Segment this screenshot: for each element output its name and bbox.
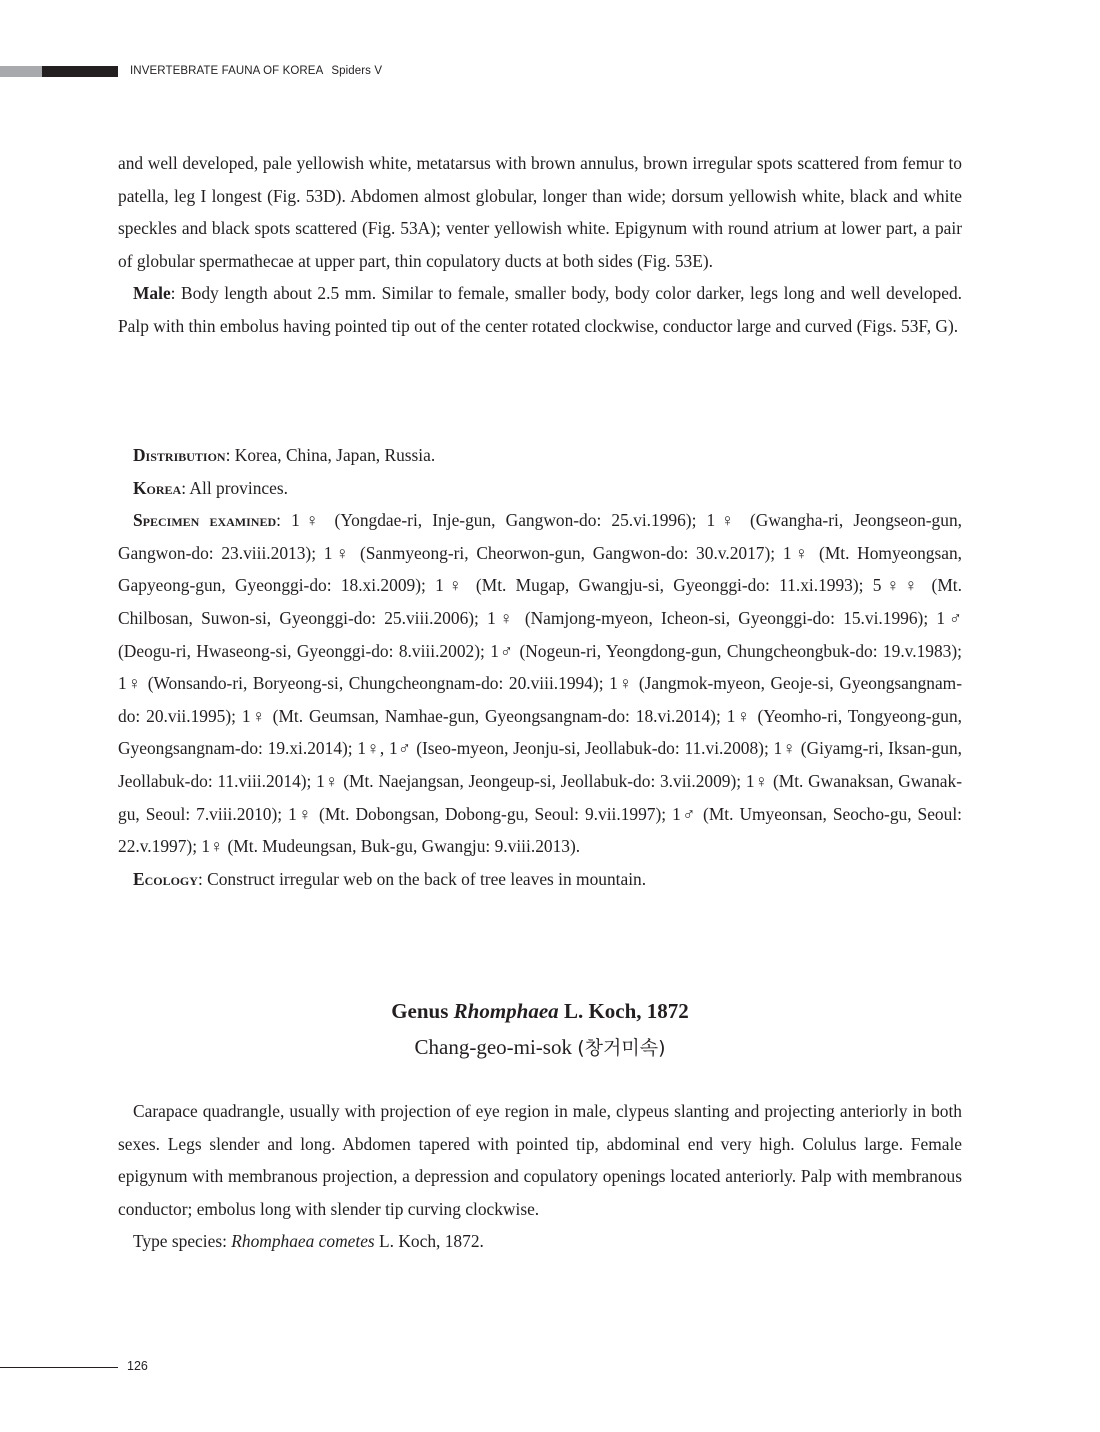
genus-heading — [118, 996, 962, 1026]
running-head — [130, 65, 382, 77]
genus-korean-name — [118, 1032, 962, 1063]
type-species-author: L. Koch, 1872. — [374, 1231, 484, 1252]
footer-rule — [0, 1367, 118, 1368]
page-number: 126 — [127, 1359, 148, 1373]
running-head-title: INVERTEBRATE FAUNA OF KOREA — [130, 65, 324, 77]
genus-prefix: Genus — [391, 999, 454, 1023]
distribution-paragraph — [118, 439, 962, 472]
type-species-name: Rhomphaea cometes — [231, 1231, 375, 1252]
header-bar-black — [42, 66, 118, 77]
ecology-text: : Construct irregular web on the back of tree leaves in mountain. — [197, 868, 647, 889]
male-label: Male — [133, 283, 171, 304]
korea-paragraph — [118, 472, 962, 505]
distribution-label: Distribution — [133, 445, 226, 465]
header-bar-gray — [0, 66, 42, 77]
genus-description-section — [118, 1095, 962, 1258]
genus-author: L. Koch, 1872 — [558, 999, 689, 1023]
ecology-paragraph — [118, 863, 962, 896]
genus-description: Carapace quadrangle, usually with projection of eye region in male, clypeus slanting and projecting anteriorly in both sexes. Legs slender and long. Abdomen tapered with pointed tip, abdominal end very high. Colulus large. Female epigynum with membranous projection, a depression and copulatory openings located anteriorly. Palp with membranous conductor; embolus long with slender tip curving clockwise. — [118, 1101, 962, 1219]
specimen-paragraph — [118, 504, 962, 863]
type-species-paragraph — [118, 1225, 962, 1258]
genus-name: Rhomphaea — [453, 999, 559, 1023]
specimen-text: : 1♀ (Yongdae-ri, Inje-gun, Gangwon-do: 25.vi.1996); 1♀ (Gwangha-ri, Jeongseon-gun, Gangwon-do: 23.viii.2013); 1♀ (Sanmyeong-ri, Cheorwon-gun, Gangwon-do: 30.v.2017); 1♀ (Mt. Homyeongsan, Gapyeong-gun, Gyeonggi-do: 18.xi.2009); 1♀ (Mt. Mugap, Gwangju-si, Gyeonggi-do: 11.xi.1993); 5♀♀ (Mt. Chilbosan, Suwon-si, Gyeonggi-do: 25.viii.2006); 1♀ (Namjong-myeon, Icheon-si, Gyeonggi-do: 15.vi.1996); 1♂ (Deogu-ri, Hwaseong-si, Gyeonggi-do: 8.viii.2002); 1♂ (Nogeun-ri, Yeongdong-gun, Chungcheongbuk-do: 19.v.1983); 1♀ (Wonsando-ri, Boryeong-si, Chungcheongnam-do: 20.viii.1994); 1♀ (Jangmok-myeon, Geoje-si, Gyeongsangnam-do: 20.vii.1995); 1♀ (Mt. Geumsan, Namhae-gun, Gyeongsangnam-do: 18.vi.2014); 1♀ (Yeomho-ri, Tongyeong-gun, Gyeongsangnam-do: 19.xi.2014); 1♀, 1♂ (Iseo-myeon, Jeonju-si, Jeollabuk-do: 11.vi.2008); 1♀ (Giyamg-ri, Iksan-gun, Jeollabuk-do: 11.viii.2014); 1♀ (Mt. Naejangsan, Jeongeup-si, Jeollabuk-do: 3.vii.2009); 1♀ (Mt. Gwanaksan, Gwanak-gu, Seoul: 7.viii.2010); 1♀ (Mt. Dobongsan, Dobong-gu, Seoul: 9.vii.1997); 1♂ (Mt. Umyeonsan, Seocho-gu, Seoul: 22.v.1997); 1♀ (Mt. Mudeungsan, Buk-gu, Gwangju: 9.viii.2013). — [118, 510, 962, 857]
korea-text: : All provinces. — [181, 477, 288, 498]
specimen-label: Specimen examined — [133, 510, 277, 531]
korea-label: Korea — [133, 477, 182, 498]
description-paragraph: and well developed, pale yellowish white, metatarsus with brown annulus, brown irregular spots scattered from femur to patella, leg I longest (Fig. 53D). Abdomen almost globular, longer than wide; dorsum yellowish white, black and white speckles and black spots scattered (Fig. 53A); venter yellowish white. Epigynum with round atrium at lower part, a pair of globular spermathecae at upper part, thin copulatory ducts at both sides (Fig. 53E). — [118, 153, 962, 271]
distribution-text: : Korea, China, Japan, Russia. — [225, 445, 436, 465]
male-text: : Body length about 2.5 mm. Similar to female, smaller body, body color darker, legs long and well developed. Palp with thin embolus having pointed tip out of the center rotated clockwise, conductor large and curved (Figs. 53F, G). — [118, 283, 962, 336]
records-section — [118, 439, 962, 895]
genus-romanized: Chang-geo-mi-sok — [414, 1035, 572, 1059]
genus-hangul: (창거미속) — [577, 1037, 666, 1059]
species-description — [118, 147, 962, 343]
running-head-subtitle: Spiders V — [331, 65, 383, 77]
ecology-label: Ecology — [133, 868, 198, 889]
male-paragraph — [118, 277, 962, 342]
type-species-label: Type species: — [133, 1231, 232, 1252]
